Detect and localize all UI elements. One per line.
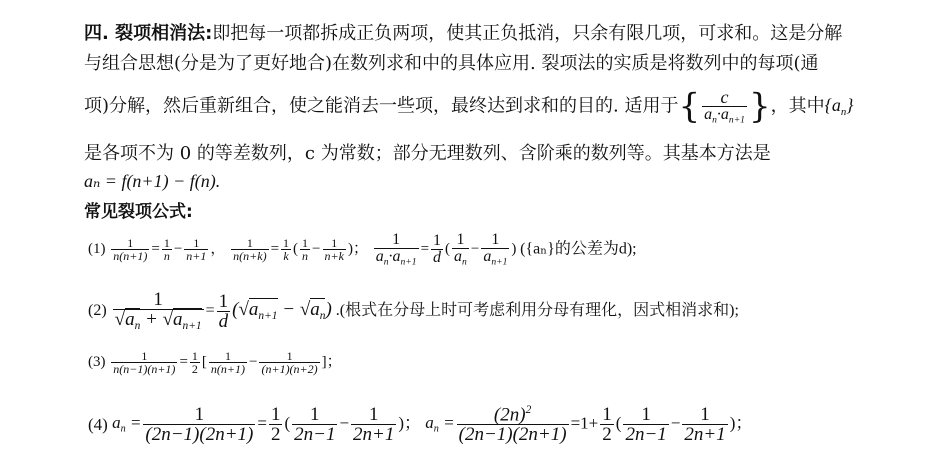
formula-1: (1) $\frac{1}{n(n+1)}$ = $\frac{1}{n}$ − $\frac{1}{n+1}$ ， $\frac{1}{n(n+k)}$ = $\frac{1}{k}$ ( $\frac{1}{n}$ − $\frac{1}{n+k}$ )； $\frac{1}{a_n\cdot a_{n+1}}$ = $\frac{1}{d}$ ( $\frac{1}{a_n}$ − $\frac{1}{a_{n+1}}$ ) ({aₙ}的公差为d); — [88, 231, 637, 268]
f4-frac-h: $\frac{1}{2n+1}$ — [684, 404, 726, 446]
f1-frac-k: $\frac{1}{a_{n+1}}$ — [483, 231, 508, 268]
f3-frac-d: $\frac{1}{(n+1)(n+2)}$ — [261, 349, 318, 376]
para-line-3 — [84, 88, 853, 125]
f3-frac-a: $\frac{1}{n(n-1)(n+1)}$ — [113, 349, 176, 376]
f3-frac-b: $\frac{1}{2}$ — [191, 349, 198, 376]
f1-frac-g: $\frac{1}{n+k}$ — [324, 235, 344, 263]
section-heading: 四. 裂项相消法: — [84, 23, 213, 44]
f1-frac-b: $\frac{1}{n}$ — [163, 235, 170, 263]
formula-1-note: ({aₙ}的公差为d); — [520, 240, 637, 258]
para-line-3-text: 项)分解，然后重新组合，使之能消去一些项，最终达到求和的目的. 适用于 — [84, 95, 679, 117]
f4-frac-b: $\frac{1}{2}$ — [270, 404, 281, 446]
f4-frac-c: $\frac{1}{2n-1}$ — [294, 404, 336, 446]
para-line-2: 与组合思想(分是为了更好地合)在数列求和中的具体应用. 裂项法的实质是将数列中的每项(通 — [84, 53, 819, 74]
formula-4-label: (4) — [88, 415, 108, 435]
f1-frac-i: $\frac{1}{d}$ — [433, 231, 442, 266]
f1-frac-f: $\frac{1}{n}$ — [302, 235, 309, 263]
f2-frac-b: $\frac{1}{d}$ — [218, 290, 229, 332]
para-line-1-text: 即把每一项都拆成正负两项，使其正负抵消，只余有限几项，可求和。这是分解 — [212, 23, 843, 44]
para-line-1 — [84, 25, 842, 43]
f1-frac-d: $\frac{1}{n(n+k)}$ — [233, 235, 267, 263]
f1-frac-c: $\frac{1}{n+1}$ — [186, 235, 207, 263]
para-line-3-mid: ，其中 — [770, 95, 825, 117]
f1-frac-j: $\frac{1}{a_n}$ — [454, 231, 467, 268]
formula-2-label: (2) — [88, 302, 107, 320]
formula-1-label: (1) — [88, 240, 106, 257]
f1-frac-a: $\frac{1}{n(n+1)}$ — [113, 235, 148, 263]
f4-frac-g: $\frac{1}{2n-1}$ — [625, 404, 667, 446]
f4-frac-f: $\frac{1}{2}$ — [602, 404, 612, 446]
formula-3: (3) $\frac{1}{n(n-1)(n+1)}$ = $\frac{1}{2}$ [ $\frac{1}{n(n+1)}$ − $\frac{1}{(n+1)(n+2)}$ ]； — [88, 349, 342, 376]
fraction-numerator: c — [702, 88, 747, 107]
applicable-fraction — [702, 88, 747, 125]
f1-frac-e: $\frac{1}{k}$ — [283, 235, 290, 263]
f4-frac-e: $\frac{(2n)^2}{(2n-1)(2n+1)}$ — [458, 404, 567, 446]
f3-frac-c: $\frac{1}{n(n+1)}$ — [210, 349, 245, 376]
formula-4: (4) $a_n$ = $\frac{1}{(2n-1)(2n+1)}$ = $\frac{1}{2}$ ( $\frac{1}{2n-1}$ − $\frac{1}{2n+1}$ )； $a_n$ = $\frac{(2n)^2}{(2n-1)(2n+1)}$ =1+ $\frac{1}{2}$ ( $\frac{1}{2n-1}$ − $\frac{1}{2n+1}$ )； — [88, 404, 753, 446]
f4-frac-d: $\frac{1}{2n+1}$ — [353, 404, 395, 446]
sequence-an: $\{a_n\}$ — [824, 94, 854, 118]
right-brace: } — [748, 86, 771, 127]
subheading: 常见裂项公式: — [84, 202, 193, 222]
formula-3-label: (3) — [88, 354, 106, 370]
f4-frac-a: $\frac{1}{(2n-1)(2n+1)}$ — [145, 404, 254, 446]
fraction-denominator: $a_n\cdot a_{n+1}$ — [704, 106, 745, 126]
formula-2: (2) $\frac{1}{√a_n + √a_{n+1}}$ = $\frac{1}{d}$ $(√a_{n+1} - √a_n)$ .(根式在分母上时可考虑利用分母有理化，因式相消求和); — [88, 289, 739, 332]
formula-2-note: .(根式在分母上时可考虑利用分母有理化，因式相消求和); — [335, 302, 739, 320]
left-brace: { — [678, 86, 701, 127]
para-line-4: 是各项不为 0 的等差数列，c 为常数；部分无理数列、含阶乘的数列等。其基本方法是 — [84, 143, 771, 164]
f1-frac-h: $\frac{1}{a_n\cdot a_{n+1}}$ — [375, 231, 417, 268]
f2-frac-a: $\frac{1}{√a_n + √a_{n+1}}$ — [114, 289, 202, 332]
para-line-5: aₙ = f(n+1) − f(n). — [84, 171, 221, 191]
